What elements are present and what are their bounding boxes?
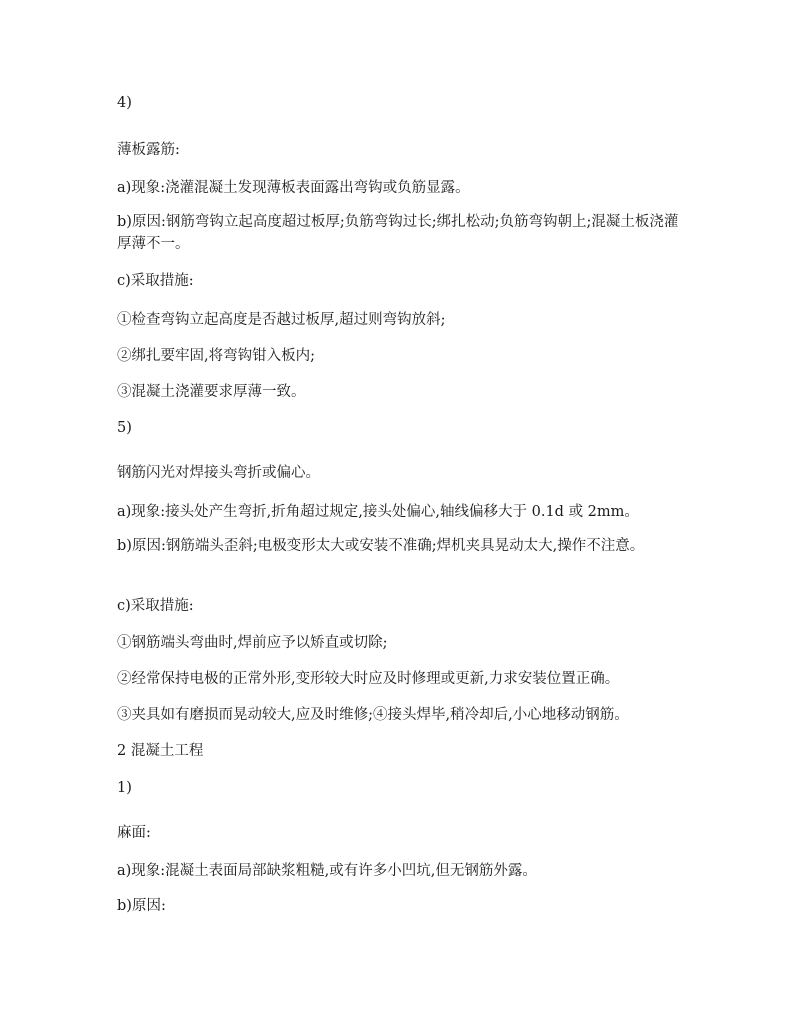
section-heading: 薄板露筋: (117, 142, 180, 158)
cause-text: b)原因: (117, 898, 166, 914)
measure-item: ①钢筋端头弯曲时,焊前应予以矫直或切除; (117, 635, 388, 651)
phenomenon-text: a)现象:接头处产生弯折,折角超过规定,接头处偏心,轴线偏移大于 0.1d 或 2mm。 (117, 504, 639, 520)
section-number: 4) (117, 95, 132, 111)
section-number: 1) (117, 780, 132, 796)
chapter-heading: 2 混凝土工程 (117, 743, 204, 759)
measure-item: ③混凝土浇灌要求厚薄一致。 (117, 384, 306, 400)
measure-item: ①检查弯钩立起高度是否越过板厚,超过则弯钩放斜; (117, 312, 446, 328)
cause-text: b)原因:钢筋弯钩立起高度超过板厚;负筋弯钩过长;绑扎松动;负筋弯钩朝上;混凝土板浇灌厚薄不一。 (117, 214, 679, 252)
measure-item: ②经常保持电极的正常外形,变形较大时应及时修理或更新,力求安装位置正确。 (117, 671, 620, 687)
measures-heading: c)采取措施: (117, 598, 194, 614)
section-heading: 麻面: (117, 825, 151, 841)
phenomenon-text: a)现象:混凝土表面局部缺浆粗糙,或有许多小凹坑,但无钢筋外露。 (117, 863, 537, 879)
section-number: 5) (117, 420, 132, 436)
cause-text: b)原因:钢筋端头歪斜;电极变形太大或安装不准确;焊机夹具晃动太大,操作不注意。 (117, 538, 645, 554)
measure-item: ③夹具如有磨损而晃动较大,应及时维修;④接头焊毕,稍冷却后,小心地移动钢筋。 (117, 707, 629, 723)
measure-item: ②绑扎要牢固,将弯钩钳入板内; (117, 348, 315, 364)
section-heading: 钢筋闪光对焊接头弯折或偏心。 (117, 465, 320, 481)
measures-heading: c)采取措施: (117, 273, 194, 289)
phenomenon-text: a)现象:浇灌混凝土发现薄板表面露出弯钩或负筋显露。 (117, 180, 470, 196)
